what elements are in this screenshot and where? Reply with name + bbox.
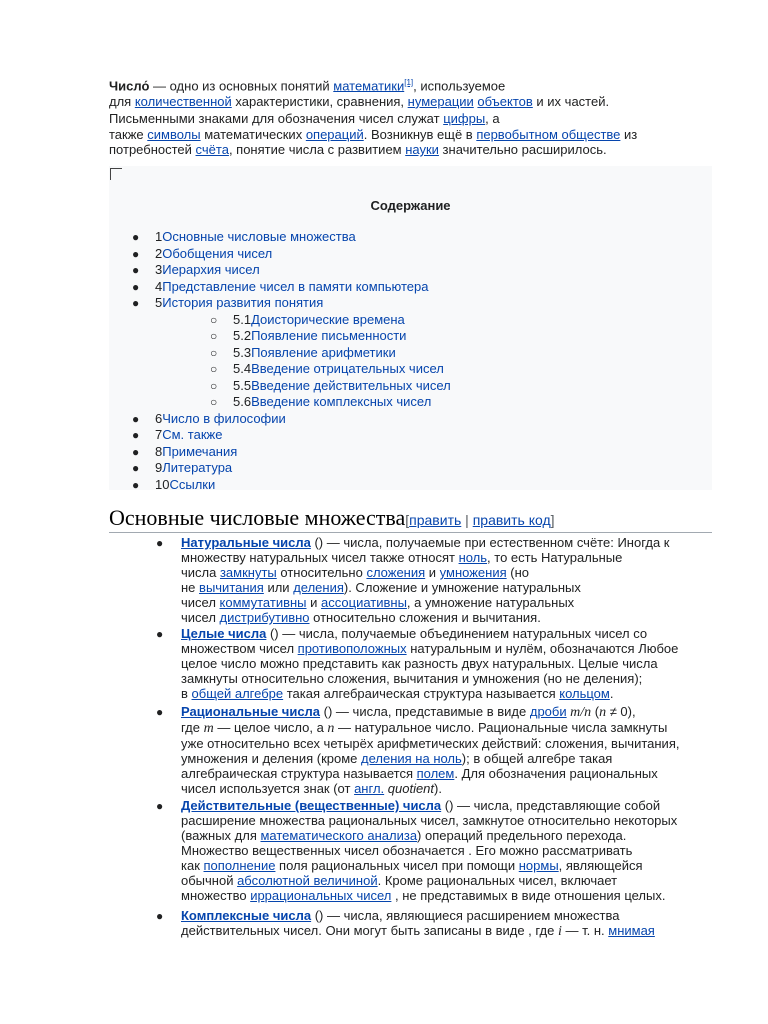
link-zero[interactable]: ноль bbox=[458, 550, 488, 565]
toc-bullet-icon: ● bbox=[132, 477, 140, 492]
heading-divider bbox=[109, 532, 712, 533]
link-irrational-numbers[interactable]: иррациональных чисел bbox=[250, 888, 392, 903]
toc-item bbox=[155, 460, 232, 475]
bullet-icon: ● bbox=[156, 536, 164, 550]
toc-bullet-icon: ● bbox=[132, 444, 140, 459]
list-item-complex: Комплексные числа () — числа, являющиеся расширением множества действительных чисел. Они могут быть записаны в виде , где i — т. н. мнимая bbox=[181, 908, 655, 939]
toc-link[interactable]: Представление чисел в памяти компьютера bbox=[162, 278, 429, 294]
link-subtraction[interactable]: вычитания bbox=[199, 580, 264, 595]
toc-link[interactable]: Доисторические времена bbox=[251, 311, 405, 327]
toc-item bbox=[155, 427, 222, 442]
link-norm[interactable]: нормы bbox=[518, 858, 559, 873]
link-primitive-society[interactable]: первобытном обществе bbox=[476, 126, 621, 142]
link-division[interactable]: деления bbox=[293, 580, 344, 595]
edit-link[interactable]: править bbox=[409, 512, 462, 528]
toc-number: 5.4 bbox=[233, 361, 252, 376]
toc-bullet-icon: ● bbox=[132, 279, 140, 294]
link-commutative[interactable]: коммутативны bbox=[219, 595, 307, 610]
toc-number: 5.5 bbox=[233, 377, 252, 393]
toc-subbullet-icon: ○ bbox=[210, 362, 218, 376]
toc-subbullet-icon: ○ bbox=[210, 312, 218, 327]
toc-item bbox=[155, 279, 428, 294]
toc-link[interactable]: История развития понятия bbox=[162, 295, 324, 310]
link-numbering[interactable]: нумерации bbox=[407, 93, 474, 109]
link-division-by-zero[interactable]: деления на ноль bbox=[361, 751, 462, 766]
toc-item bbox=[155, 246, 272, 261]
toc-number: 3 bbox=[155, 262, 163, 277]
toc-number: 9 bbox=[155, 460, 163, 475]
toc-number: 1 bbox=[155, 229, 163, 244]
intro-paragraph-2: Письменными знаками для обозначения чисел служат цифры, а также символы математических операций. Возникнув ещё в первобытном обществе из потребностей счёта, понятие числа с развитием науки значительно расширилось. bbox=[109, 111, 638, 157]
link-math-analysis[interactable]: математического анализа bbox=[260, 828, 418, 843]
link-associative[interactable]: ассоциативны bbox=[321, 595, 407, 610]
link-field[interactable]: полем bbox=[416, 766, 455, 781]
toc-number: 5.3 bbox=[233, 344, 252, 360]
toc-bullet-icon: ● bbox=[132, 246, 140, 261]
link-real-numbers[interactable]: Действительные (вещественные) числа bbox=[181, 798, 442, 813]
link-operations[interactable]: операций bbox=[305, 126, 364, 142]
toc-subbullet-icon: ○ bbox=[210, 329, 218, 343]
bullet-icon: ● bbox=[156, 799, 164, 813]
link-closed[interactable]: замкнуты bbox=[219, 565, 277, 580]
toc-link[interactable]: Ссылки bbox=[169, 476, 216, 492]
list-item-rational: Рациональные числа () — числа, представимые в виде дроби m/n (n ≠ 0), где m — целое число, а n — натуральное число. Рациональные числа замкнуты уже относительно всех четырёх арифметических действий: сложения, вычитания, умножения и деления (кроме деления на ноль); в общей алгебре такая алгебраическая структура называется полем. Для обозначения рациональных чисел используется знак (от англ. quotient). bbox=[181, 704, 680, 796]
table-of-contents bbox=[109, 166, 712, 490]
toc-item bbox=[155, 229, 356, 244]
toc-link[interactable]: Появление письменности bbox=[251, 328, 407, 343]
link-complex-numbers[interactable]: Комплексные числа bbox=[181, 908, 312, 923]
link-addition[interactable]: сложения bbox=[366, 565, 426, 580]
toc-item bbox=[233, 378, 451, 393]
toc-item bbox=[155, 444, 237, 459]
bullet-icon: ● bbox=[156, 705, 164, 719]
link-quantitative[interactable]: количественной bbox=[134, 93, 232, 109]
link-symbols[interactable]: символы bbox=[147, 126, 201, 142]
toc-link[interactable]: Иерархия чисел bbox=[162, 262, 260, 277]
toc-number: 5.1 bbox=[233, 311, 252, 327]
link-imaginary[interactable]: мнимая bbox=[608, 923, 655, 938]
toc-number: 2 bbox=[155, 245, 163, 261]
toc-number: 6 bbox=[155, 410, 163, 426]
toc-item bbox=[233, 361, 444, 376]
bullet-icon: ● bbox=[156, 627, 164, 641]
toc-item bbox=[155, 477, 215, 492]
toc-number: 5 bbox=[155, 295, 163, 310]
toc-bullet-icon: ● bbox=[132, 428, 140, 442]
link-rational-numbers[interactable]: Рациональные числа bbox=[181, 704, 321, 719]
toc-link[interactable]: См. также bbox=[162, 427, 223, 442]
toc-link[interactable]: Появление арифметики bbox=[251, 344, 396, 360]
article-term: Число́ bbox=[109, 78, 150, 94]
toc-item bbox=[233, 345, 396, 360]
toc-bullet-icon: ● bbox=[132, 263, 140, 277]
toc-subbullet-icon: ○ bbox=[210, 378, 218, 393]
toc-item bbox=[155, 262, 260, 277]
link-counting[interactable]: счёта bbox=[195, 142, 229, 157]
toc-link[interactable]: Основные числовые множества bbox=[162, 229, 356, 244]
toc-item bbox=[155, 295, 323, 310]
toc-bullet-icon: ● bbox=[132, 296, 140, 310]
toc-item bbox=[155, 411, 286, 426]
toc-link[interactable]: Литература bbox=[162, 460, 233, 475]
toc-bullet-icon: ● bbox=[132, 230, 140, 244]
toc-item bbox=[233, 394, 431, 409]
intro-paragraph-1: Число́ — одно из основных понятий математики[1], используемое для количественной характеристики, сравнения, нумерации объектов и их частей. bbox=[109, 78, 610, 109]
link-multiplication[interactable]: умножения bbox=[439, 565, 507, 580]
section-heading: Основные числовые множества[править | править код] bbox=[109, 505, 555, 530]
toc-link[interactable]: Введение действительных чисел bbox=[251, 377, 451, 393]
bullet-icon: ● bbox=[156, 909, 164, 923]
toc-bullet-icon: ● bbox=[132, 461, 140, 475]
toc-subbullet-icon: ○ bbox=[210, 395, 218, 409]
link-general-algebra[interactable]: общей алгебре bbox=[191, 686, 284, 701]
link-digits[interactable]: цифры bbox=[443, 111, 486, 126]
toc-subbullet-icon: ○ bbox=[210, 345, 218, 360]
toc-link[interactable]: Примечания bbox=[162, 443, 238, 459]
toc-link[interactable]: Введение отрицательных чисел bbox=[251, 361, 444, 376]
toc-bullet-icon: ● bbox=[132, 411, 140, 426]
toc-number: 7 bbox=[155, 427, 163, 442]
link-distributive[interactable]: дистрибутивно bbox=[219, 610, 310, 625]
edit-source-link[interactable]: править код bbox=[472, 512, 551, 528]
footnote-1[interactable]: [1] bbox=[404, 78, 414, 87]
toc-number: 4 bbox=[155, 278, 163, 294]
list-item-integer: Целые числа () — числа, получаемые объединением натуральных чисел со множеством чисел противоположных натуральным и нулём, обозначаются Любое целое число можно представить как разность двух натуральных. Целые числа замкнуты относительно сложения, вычитания и умножения (но не деления); в общей алгебре такая алгебраическая структура называется кольцом. bbox=[181, 626, 679, 701]
toc-item bbox=[233, 328, 406, 343]
toc-toggle-icon[interactable] bbox=[110, 168, 122, 180]
toc-link[interactable]: Число в философии bbox=[162, 410, 286, 426]
link-absolute-value[interactable]: абсолютной величиной bbox=[237, 873, 378, 888]
toc-number: 10 bbox=[155, 476, 170, 492]
toc-number: 8 bbox=[155, 443, 163, 459]
link-integers[interactable]: Целые числа bbox=[181, 626, 267, 641]
link-science[interactable]: науки bbox=[405, 142, 439, 157]
toc-link[interactable]: Обобщения чисел bbox=[162, 245, 273, 261]
toc-link[interactable]: Введение комплексных чисел bbox=[251, 394, 432, 409]
link-english[interactable]: англ. bbox=[354, 781, 385, 796]
toc-number: 5.2 bbox=[233, 328, 252, 343]
link-opposite[interactable]: противоположных bbox=[297, 641, 407, 656]
list-item-natural: Натуральные числа () — числа, получаемые при естественном счёте: Иногда к множеству натуральных чисел также относят ноль, то есть Натуральные числа замкнуты относительно сложения и умножения (но не вычитания или деления). Сложение и умножение натуральных чисел коммутативны и ассоциативны, а умножение натуральных чисел дистрибутивно относительно сложения и вычитания. bbox=[181, 535, 670, 625]
toc-title: Содержание bbox=[370, 198, 451, 213]
toc-item bbox=[233, 312, 405, 327]
link-natural-numbers[interactable]: Натуральные числа bbox=[181, 535, 311, 550]
link-mathematics[interactable]: математики bbox=[333, 78, 405, 94]
link-fraction[interactable]: дроби bbox=[529, 704, 567, 719]
link-ring[interactable]: кольцом bbox=[559, 686, 610, 701]
link-completion[interactable]: пополнение bbox=[203, 858, 276, 873]
link-objects[interactable]: объектов bbox=[477, 93, 533, 109]
toc-number: 5.6 bbox=[233, 394, 252, 409]
list-item-real: Действительные (вещественные) числа () — числа, представляющие собой расширение множества рациональных чисел, замкнутое относительно некоторых (важных для математического анализа) операций предельного перехода. Множество вещественных чисел обозначается . Его можно рассматривать как пополнение поля рациональных чисел при помощи нормы, являющейся обычной абсолютной величиной. Кроме рациональных чисел, включает множество иррациональных чисел , не представимых в виде отношения целых. bbox=[181, 798, 678, 903]
